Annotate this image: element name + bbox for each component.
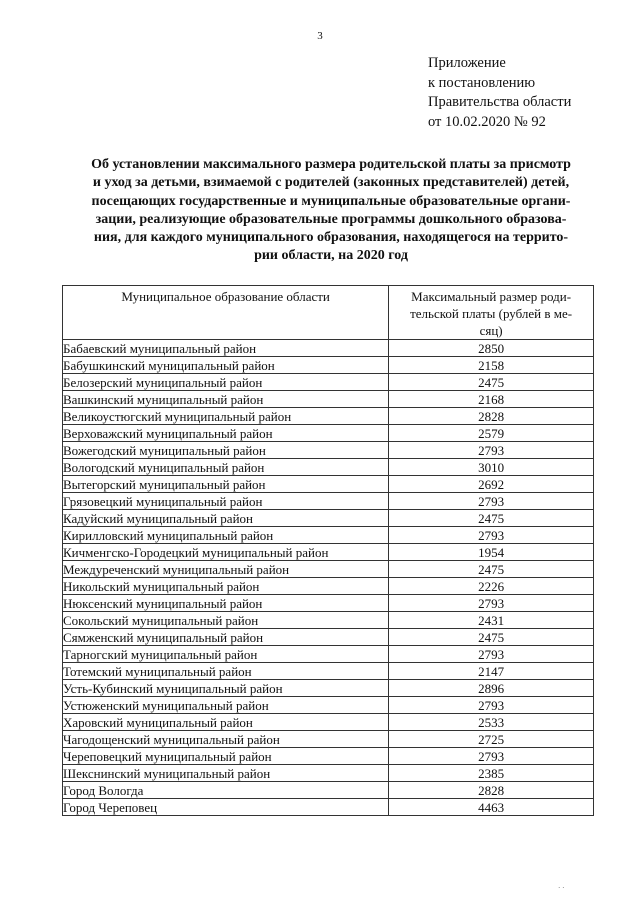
table-row — [63, 714, 594, 731]
title-line: Об установлении максимального размера родительской платы за присмотр — [91, 157, 571, 172]
header-fee-line: сяц) — [479, 323, 503, 338]
table-row — [63, 442, 594, 459]
header-region: Муниципальное образование области — [63, 286, 389, 340]
appendix-line: Приложение — [428, 55, 506, 71]
table-row — [63, 765, 594, 782]
fee-cell: 2793 — [389, 697, 594, 714]
title-line: зации, реализующие образовательные программы дошкольного образова- — [95, 211, 567, 227]
table-row — [63, 799, 594, 816]
region-cell: Усть-Кубинский муниципальный район — [63, 680, 389, 697]
region-cell: Тотемский муниципальный район — [63, 663, 389, 680]
fee-cell: 2158 — [389, 357, 594, 374]
fee-cell: 2793 — [389, 748, 594, 765]
region-cell: Никольский муниципальный район — [63, 578, 389, 595]
fee-cell: 2725 — [389, 731, 594, 748]
region-cell: Сокольский муниципальный район — [63, 612, 389, 629]
fee-cell: 2793 — [389, 442, 594, 459]
table-body — [63, 340, 594, 816]
region-cell: Вытегорский муниципальный район — [63, 476, 389, 493]
appendix-line: к постановлению — [428, 74, 536, 91]
fee-cell: 2475 — [389, 629, 594, 646]
fee-cell: 2692 — [389, 476, 594, 493]
region-cell: Вологодский муниципальный район — [63, 459, 389, 476]
fee-cell: 2850 — [389, 340, 594, 357]
fee-cell: 2828 — [389, 408, 594, 425]
fee-cell: 2147 — [389, 663, 594, 680]
region-cell: Грязовецкий муниципальный район — [63, 493, 389, 510]
table-row — [63, 408, 594, 425]
table-row — [63, 425, 594, 442]
table-header-row — [63, 286, 594, 340]
region-cell: Шекснинский муниципальный район — [63, 765, 389, 782]
appendix-line: от 10.02.2020 № 92 — [428, 113, 546, 130]
region-cell: Бабаевский муниципальный район — [63, 340, 389, 357]
fee-cell: 2475 — [389, 374, 594, 391]
fee-cell: 2793 — [389, 527, 594, 544]
table-row — [63, 340, 594, 357]
fee-cell: 2226 — [389, 578, 594, 595]
region-cell: Город Вологда — [63, 782, 389, 799]
region-cell: Кадуйский муниципальный район — [63, 510, 389, 527]
region-cell: Вожегодский муниципальный район — [63, 442, 389, 459]
table-row — [63, 493, 594, 510]
title-line: ния, для каждого муниципального образования, находящегося на террито- — [93, 230, 569, 246]
region-cell: Устюженский муниципальный район — [63, 697, 389, 714]
region-cell: Чагодощенский муниципальный район — [63, 731, 389, 748]
table-row — [63, 680, 594, 697]
fee-cell: 2793 — [389, 646, 594, 663]
region-cell: Вашкинский муниципальный район — [63, 391, 389, 408]
header-fee-line: тельской платы (рублей в ме- — [410, 306, 573, 321]
table-row — [63, 612, 594, 629]
page-number: 3 — [317, 30, 323, 42]
table-row — [63, 782, 594, 799]
region-cell: Междуреченский муниципальный район — [63, 561, 389, 578]
fee-cell: 2475 — [389, 510, 594, 527]
fee-cell: 2793 — [389, 493, 594, 510]
table-row — [63, 561, 594, 578]
fee-cell: 3010 — [389, 459, 594, 476]
scan-artifact: · · — [558, 884, 565, 892]
appendix-block — [428, 54, 571, 132]
table-row — [63, 459, 594, 476]
region-cell: Тарногский муниципальный район — [63, 646, 389, 663]
region-cell: Белозерский муниципальный район — [63, 374, 389, 391]
table-row — [63, 357, 594, 374]
fee-cell: 2385 — [389, 765, 594, 782]
region-cell: Сямженский муниципальный район — [63, 629, 389, 646]
table-row — [63, 731, 594, 748]
table-row — [63, 391, 594, 408]
table-row — [63, 595, 594, 612]
fee-table — [62, 285, 594, 816]
header-fee-line: Максимальный размер роди- — [411, 289, 572, 304]
table-row — [63, 510, 594, 527]
region-cell: Нюксенский муниципальный район — [63, 595, 389, 612]
region-cell: Череповецкий муниципальный район — [63, 748, 389, 765]
table-row — [63, 527, 594, 544]
region-cell: Кирилловский муниципальный район — [63, 527, 389, 544]
fee-cell: 1954 — [389, 544, 594, 561]
table-row — [63, 476, 594, 493]
fee-cell: 2896 — [389, 680, 594, 697]
region-cell: Кичменгско-Городецкий муниципальный район — [63, 544, 389, 561]
table-row — [63, 374, 594, 391]
title-line: посещающих государственные и муниципальные образовательные органи- — [91, 193, 571, 209]
table-row — [63, 663, 594, 680]
header-fee — [389, 286, 594, 340]
region-cell: Верховажский муниципальный район — [63, 425, 389, 442]
fee-cell: 2431 — [389, 612, 594, 629]
region-cell: Бабушкинский муниципальный район — [63, 357, 389, 374]
fee-cell: 2168 — [389, 391, 594, 408]
fee-cell: 2793 — [389, 595, 594, 612]
region-cell: Великоустюгский муниципальный район — [63, 408, 389, 425]
table-row — [63, 629, 594, 646]
title-line: и уход за детьми, взимаемой с родителей (законных представителей) детей, — [92, 175, 570, 191]
table-row — [63, 748, 594, 765]
fee-cell: 2579 — [389, 425, 594, 442]
table-row — [63, 697, 594, 714]
fee-cell: 2828 — [389, 782, 594, 799]
table-row — [63, 646, 594, 663]
region-cell: Город Череповец — [63, 799, 389, 816]
fee-cell: 4463 — [389, 799, 594, 816]
appendix-line: Правительства области — [428, 94, 572, 110]
fee-cell: 2475 — [389, 561, 594, 578]
document-title — [66, 156, 596, 266]
fee-cell: 2533 — [389, 714, 594, 731]
table-row — [63, 544, 594, 561]
table-row — [63, 578, 594, 595]
region-cell: Харовский муниципальный район — [63, 714, 389, 731]
title-line: рии области, на 2020 год — [254, 248, 408, 264]
